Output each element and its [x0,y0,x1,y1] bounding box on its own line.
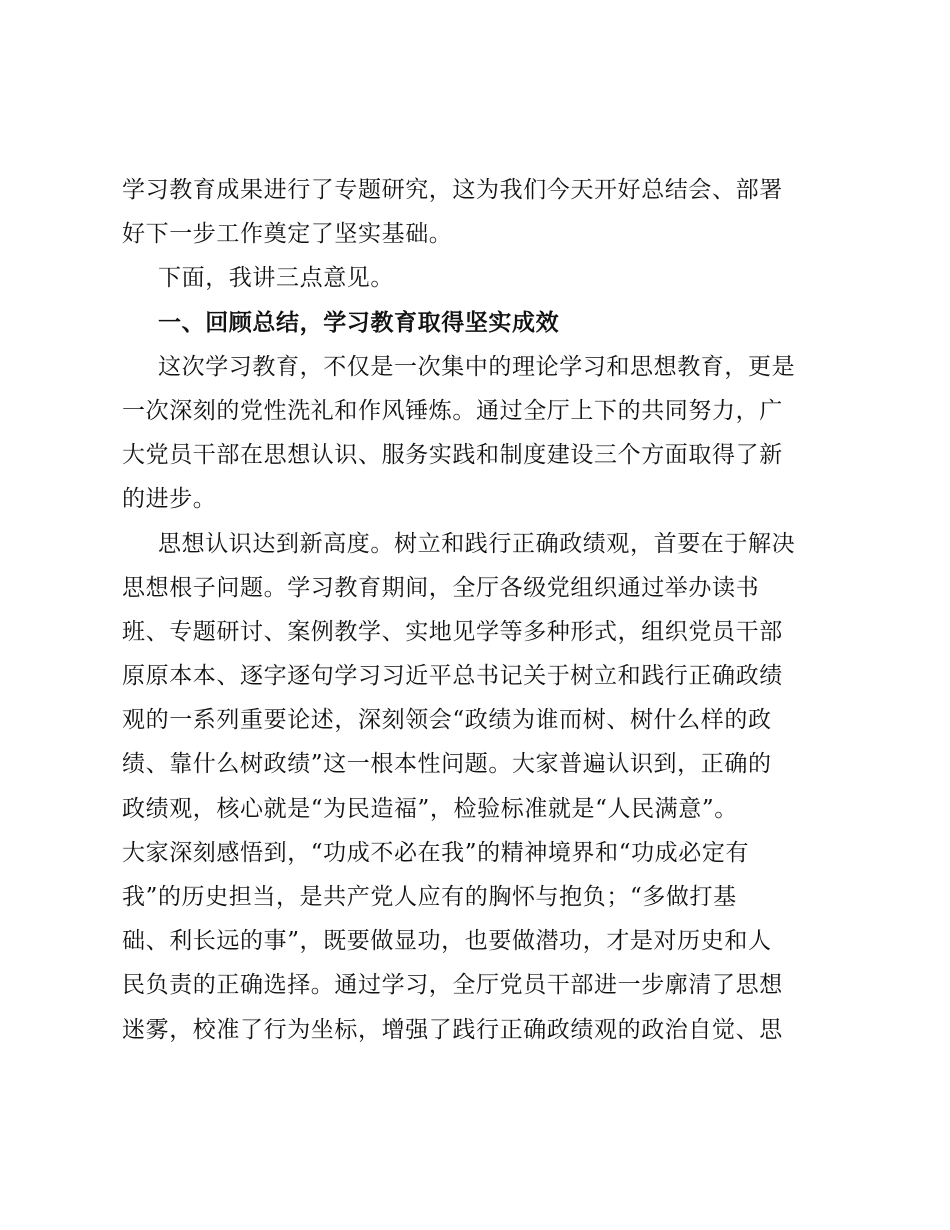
text-line: 的进步。 [122,486,217,513]
text-line: 观的一系列重要论述，深刻领会“政绩为谁而树、树什么样的政 [122,707,772,734]
text-line: 础、利长远的事”，既要做显功，也要做潜功，才是对历史和人 [122,928,772,955]
text-line: 民负责的正确选择。通过学习，全厅党员干部进一步廓清了思想 [122,972,783,999]
text-line: 一次深刻的党性洗礼和作风锤炼。通过全厅上下的共同努力，广 [122,397,783,424]
section-heading: 一、回顾总结，学习教育取得坚实成效 [158,309,560,336]
text-line: 班、专题研讨、案例教学、实地见学等多种形式，组织党员干部 [122,618,783,645]
text-line: 我”的历史担当，是共产党人应有的胸怀与抱负；“多做打基 [122,884,737,910]
text-line: 大家深刻感悟到，“功成不必在我”的精神境界和“功成必定有 [122,839,750,866]
text-line: 政绩观，核心就是“为民造福”，检验标准就是“人民满意”。 [122,795,738,822]
body-text [122,168,832,1052]
text-line: 绩、靠什么树政绩”这一根本性问题。大家普遍认识到，正确的 [122,751,772,778]
paragraph-start: 思想认识达到新高度。树立和践行正确政绩观，首要在于解决 [158,530,796,557]
paragraph-start: 这次学习教育，不仅是一次集中的理论学习和思想教育，更是 [158,353,796,380]
paragraph-start: 下面，我讲三点意见。 [158,265,394,292]
text-line: 原原本本、逐字逐句学习习近平总书记关于树立和践行正确政绩 [122,663,783,690]
text-line: 大党员干部在思想认识、服务实践和制度建设三个方面取得了新 [122,442,783,469]
text-line: 思想根子问题。学习教育期间，全厅各级党组织通过举办读书 [122,574,760,601]
text-line: 迷雾，校准了行为坐标，增强了践行正确政绩观的政治自觉、思 [122,1016,783,1043]
text-line: 好下一步工作奠定了坚实基础。 [122,221,453,248]
text-line: 学习教育成果进行了专题研究，这为我们今天开好总结会、部署 [122,177,783,203]
